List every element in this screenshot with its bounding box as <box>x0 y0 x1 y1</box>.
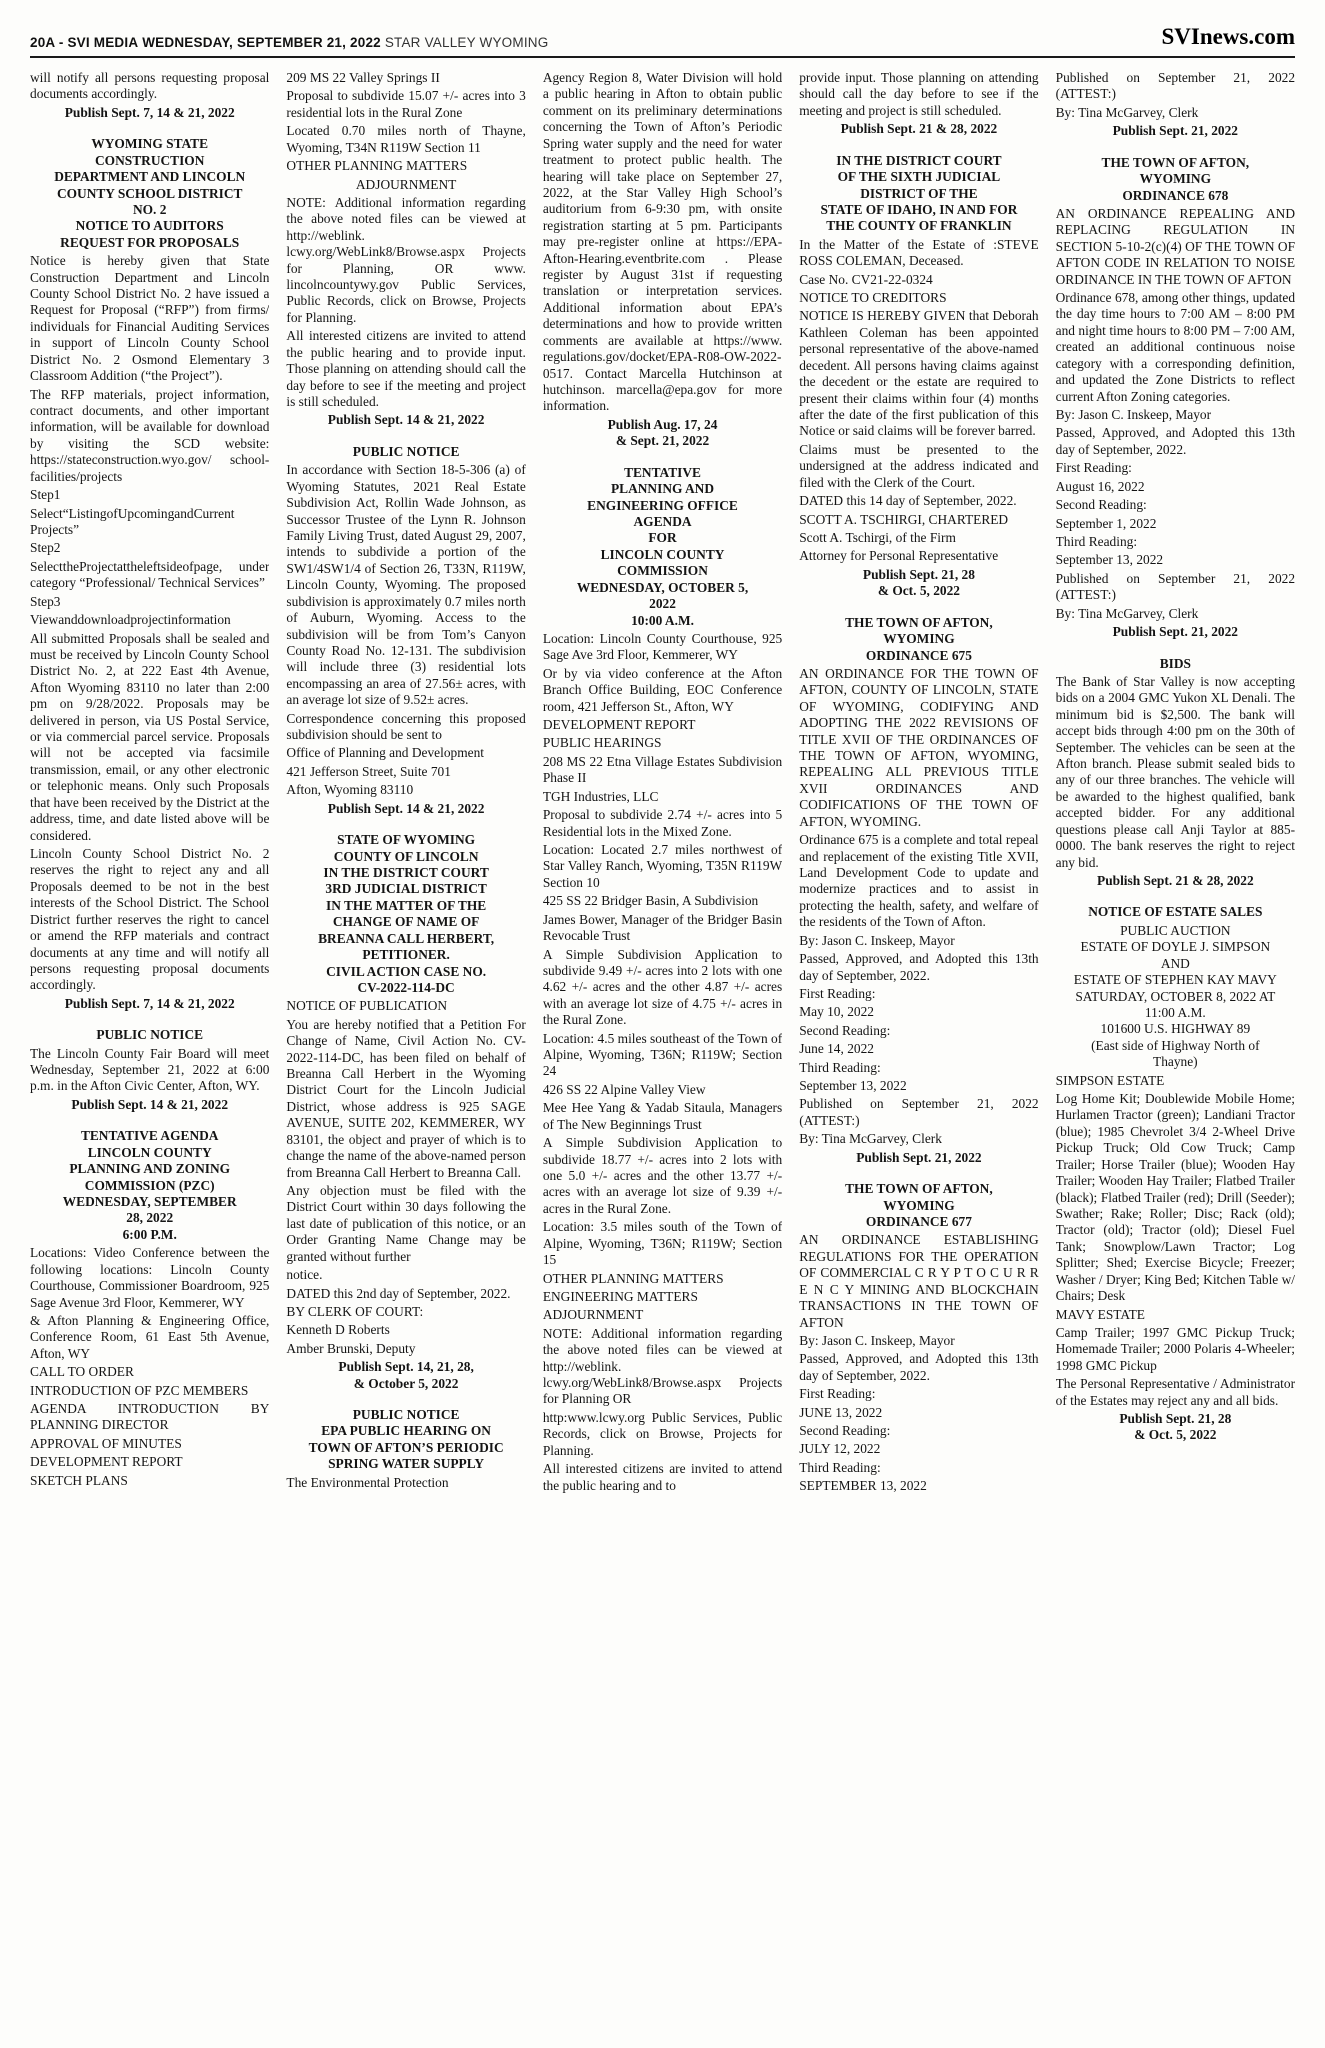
notice-paragraph: In the Matter of the Estate of :STEVE ROSS COLEMAN, Deceased. <box>799 236 1039 269</box>
notice-paragraph: Agency Region 8, Water Division will hold a public hearing in Afton to obtain public comment on its preliminary determinations concerning the Town of Afton’s Periodic Spring water supply and the need for water treatment to protect public health. The hearing will take place on September 27, 2022, at the Star Valley High School’s auditorium from 6-9:30 pm, with onsite registration starting at 5 pm. Participants may pre-register online at https://EPA-Afton-Hearing.eventbrite.com . Please register by August 31st if requesting translation or interpretation services. Additional information about EPA’s determinations and how to provide written comments are available at https://www. regulations.gov/docket/EPA-R08-OW-2022-0517. Contact Marcella Hutchinson at hutchinson. marcella@epa.gov for more information. <box>542 70 783 414</box>
notice-paragraph: Ordinance 678, among other things, updated the day time hours to 7:00 AM – 8:00 PM and night time hours to 8:00 PM – 7:00 AM, created an additional continuous noise category with a corresponding definition, and updated the Zone Districts to reflect current Afton Zoning categories. <box>1055 290 1296 404</box>
notice-paragraph: In accordance with Section 18-5-306 (a) of Wyoming Statutes, 2021 Real Estate Subdivision Act, Rollin Wade Johnson, as Successor Trustee of the Lynn R. Johnson Family Living Trust, dated August 29, 2007, intends to subdivide a portion of the SW1/4SW1/4 of Section 26, T33N, R119W, Lincoln County, Wyoming. The proposed subdivision is approximately 0.7 miles north of Auburn, Wyoming. Access to the subdivision will be from Tom’s Canyon County Road No. 12-131. The subdivision will include three (3) residential lots encompassing an area of 27.56± acres, with an average lot size of 9.52± acres. <box>286 462 526 708</box>
notice-paragraph: First Reading: <box>799 1386 876 1402</box>
notice-paragraph: Second Reading: <box>799 1423 891 1439</box>
notice-paragraph: APPROVAL OF MINUTES <box>30 1435 182 1451</box>
notice-paragraph: First Reading: <box>1055 460 1132 476</box>
notice-paragraph: Lincoln County School District No. 2 reserves the right to reject any and all Proposals deemed to be not in the best interests of the School District. The School District further reserves the right to cancel or amend the RFP materials and contract documents at any time and will notify all persons requesting proposal documents accordingly. <box>30 845 270 993</box>
notice-paragraph: A Simple Subdivision Application to subdivide 18.77 +/- acres into 2 lots with one 5.0 +/- acres and the other 13.77 +/- acres with an average lot size of 9.39 +/- acres in the Rural Zone. <box>542 1135 783 1216</box>
publish-line: Publish Aug. 17, 24 & Sept. 21, 2022 <box>607 416 718 449</box>
notice-paragraph: 209 MS 22 Valley Springs II <box>286 70 440 85</box>
notice-paragraph: September 1, 2022 <box>1055 515 1157 531</box>
site-name: SVInews.com <box>1161 24 1295 49</box>
notice-paragraph: PUBLIC HEARINGS <box>542 735 662 751</box>
notice-paragraph: All interested citizens are invited to attend the public hearing and to provide input. Those planning on attending should call the day before to see if the meeting and project is still scheduled. <box>286 328 526 410</box>
notice-column <box>30 70 269 2010</box>
notice-paragraph: Kenneth D Roberts <box>286 1322 390 1338</box>
notice-paragraph: The Bank of Star Valley is now accepting bids on a 2004 GMC Yukon XL Denali. The minimum bid is $2,500. The bank will accept bids through 4:00 pm on the 30th of September. The vehicles can be seen at the Afton branch. Please submit sealed bids to any of our three branches. The vehicle will be awarded to the highest qualified, bank accepted bidder. For any additional questions please call Anji Taylor at 885- 0000. The bank reserves the right to reject any bid. <box>1055 673 1296 870</box>
notice-paragraph: Attorney for Personal Representative <box>799 548 999 564</box>
notice-paragraph: Third Reading: <box>799 1459 881 1475</box>
notice-paragraph: NOTE: Additional information regarding the above noted files can be viewed at http://weblink. lcwy.org/WebLink8/Browse.aspx Projects for Planning, OR www. lincolncountywy.gov Public Services, Public Records, click on Browse, Projects for Planning. <box>286 194 526 325</box>
publish-line: Publish Sept. 21, 2022 <box>1112 123 1239 139</box>
notice-paragraph: TGH Industries, LLC <box>542 788 659 804</box>
notice-heading: THE TOWN OF AFTON, WYOMING ORDINANCE 675 <box>845 614 993 663</box>
notice-heading: PUBLIC NOTICE <box>96 1027 204 1043</box>
publish-line: Publish Sept. 14 & 21, 2022 <box>327 412 485 428</box>
notice-paragraph: DEVELOPMENT REPORT <box>30 1454 183 1470</box>
notice-paragraph: Published on September 21, 2022 (ATTEST:) <box>1055 70 1296 102</box>
notice-paragraph: INTRODUCTION OF PZC MEMBERS <box>30 1382 249 1398</box>
notice-paragraph: NOTE: Additional information regarding the above noted files can be viewed at http://weblink. lcwy.org/WebLink8/Browse.aspx Projects for Planning OR <box>542 1325 783 1407</box>
publish-line: Publish Sept. 7, 14 & 21, 2022 <box>64 104 235 120</box>
notice-paragraph: OTHER PLANNING MATTERS <box>286 158 468 174</box>
page-header <box>30 24 1295 58</box>
notice-paragraph: By: Tina McGarvey, Clerk <box>1055 605 1199 621</box>
notice-paragraph: Afton, Wyoming 83110 <box>286 782 414 798</box>
notice-paragraph: Camp Trailer; 1997 GMC Pickup Truck; Homemade Trailer; 2000 Polaris 4-Wheeler; 1998 GMC Pickup <box>1055 1324 1296 1373</box>
notice-paragraph: MAVY ESTATE <box>1055 1306 1145 1322</box>
notice-heading: STATE OF WYOMING COUNTY OF LINCOLN IN THE DISTRICT COURT 3RD JUDICIAL DISTRICT IN THE MATTER OF THE CHANGE OF NAME OF BREANNA CALL HERBERT, PETITIONER. CIVIL ACTION CASE NO. CV-2022-114-DC <box>318 832 495 995</box>
notice-paragraph: Any objection must be filed with the District Court within 30 days following the last date of publication of this notice, or an Order Granting Name Change may be granted without further <box>286 1183 526 1264</box>
notice-paragraph: Passed, Approved, and Adopted this 13th day of September, 2022. <box>1055 425 1296 457</box>
region-label: STAR VALLEY WYOMING <box>384 35 549 50</box>
notice-paragraph: ADJOURNMENT <box>542 1307 644 1323</box>
notice-paragraph: NOTICE OF PUBLICATION <box>286 998 448 1014</box>
notice-heading: THE TOWN OF AFTON, WYOMING ORDINANCE 678 <box>1101 154 1250 203</box>
notice-paragraph: All interested citizens are invited to attend the public hearing and to <box>542 1461 783 1493</box>
notice-paragraph: DATED this 14 day of September, 2022. <box>799 493 1017 509</box>
notice-paragraph: Case No. CV21-22-0324 <box>799 271 933 287</box>
notice-paragraph: By: Jason C. Inskeep, Mayor <box>1055 407 1212 423</box>
notice-paragraph: Published on September 21, 2022 (ATTEST:) <box>799 1096 1039 1128</box>
notice-paragraph: BY CLERK OF COURT: <box>286 1303 424 1319</box>
publish-line: Publish Sept. 21, 2022 <box>1112 624 1239 640</box>
notice-paragraph: Located 0.70 miles north of Thayne, Wyoming, T34N R119W Section 11 <box>286 123 526 155</box>
notice-paragraph: Amber Brunski, Deputy <box>286 1340 416 1356</box>
publish-line: Publish Sept. 21 & 28, 2022 <box>840 121 998 137</box>
notice-paragraph: Correspondence concerning this proposed subdivision should be sent to <box>286 710 526 743</box>
notice-paragraph: AN ORDINANCE ESTABLISHING REGULATIONS FOR THE OPERATION OF COMMERCIAL C R Y P T O C U R R E N C Y MINING AND BLOCKCHAIN TRANSACTIONS IN THE TOWN OF AFTON <box>799 1232 1039 1330</box>
notice-paragraph: By: Jason C. Inskeep, Mayor <box>799 1332 955 1348</box>
notice-paragraph: Notice is hereby given that State Construction Department and Lincoln County School District No. 2 have issued a Request for Proposal (“RFP”) from firms/ individuals for Financial Auditing Services in support of Lincoln County School District No. 2 Osmond Elementary 3 Classroom Addition (“the Project”). <box>30 253 270 384</box>
notice-heading: TENTATIVE AGENDA LINCOLN COUNTY PLANNING AND ZONING COMMISSION (PZC) WEDNESDAY, SEPTEMBER 28, 2022 6:00 P.M. <box>62 1128 237 1242</box>
notice-heading: THE TOWN OF AFTON, WYOMING ORDINANCE 677 <box>845 1181 993 1229</box>
notice-paragraph: Location: Lincoln County Courthouse, 925 Sage Ave 3rd Floor, Kemmerer, WY <box>542 630 783 663</box>
notice-paragraph: 425 SS 22 Bridger Basin, A Subdivision <box>542 893 759 909</box>
notice-paragraph: The Environmental Protection <box>286 1474 449 1490</box>
notice-paragraph: By: Tina McGarvey, Clerk <box>1055 104 1199 120</box>
notice-paragraph: NOTICE TO CREDITORS <box>799 290 947 306</box>
notice-paragraph: Passed, Approved, and Adopted this 13th day of September, 2022. <box>799 951 1039 983</box>
notice-paragraph: James Bower, Manager of the Bridger Basin Revocable Trust <box>542 911 783 944</box>
publish-line: Publish Sept. 21, 28 & Oct. 5, 2022 <box>862 566 975 599</box>
notice-paragraph: Viewanddownloadprojectinformation <box>30 612 231 628</box>
notice-paragraph: September 13, 2022 <box>799 1078 907 1094</box>
notice-paragraph: JUNE 13, 2022 <box>799 1404 883 1420</box>
notice-heading: IN THE DISTRICT COURT OF THE SIXTH JUDICIAL DISTRICT OF THE STATE OF IDAHO, IN AND FOR THE COUNTY OF FRANKLIN <box>820 152 1018 234</box>
page-header-left <box>30 35 548 50</box>
notice-paragraph: 426 SS 22 Alpine Valley View <box>542 1081 706 1097</box>
notice-paragraph: Proposal to subdivide 2.74 +/- acres into 5 Residential lots in the Mixed Zone. <box>542 807 783 839</box>
notice-paragraph: August 16, 2022 <box>1055 478 1145 494</box>
notice-paragraph: Step3 <box>30 593 61 609</box>
notice-paragraph: http:www.lcwy.org Public Services, Public Records, click on Browse, Projects for Planning. <box>542 1409 783 1458</box>
notice-paragraph: June 14, 2022 <box>799 1041 874 1057</box>
notice-paragraph: By: Tina McGarvey, Clerk <box>799 1131 942 1147</box>
notice-paragraph: DATED this 2nd day of September, 2022. <box>286 1285 511 1301</box>
publish-line: Publish Sept. 21, 2022 <box>856 1149 982 1165</box>
notice-paragraph: SIMPSON ESTATE <box>1055 1072 1165 1088</box>
notice-paragraph: & Afton Planning & Engineering Office, Conference Room, 61 East 5th Avenue, Afton, WY <box>30 1312 270 1361</box>
notice-paragraph: Second Reading: <box>799 1022 891 1038</box>
notice-paragraph: SCOTT A. TSCHIRGI, CHARTERED <box>799 511 1009 527</box>
notice-paragraph: Proposal to subdivide 15.07 +/- acres into 3 residential lots in the Rural Zone <box>286 88 526 120</box>
notice-column <box>1056 70 1295 2010</box>
notice-heading: PUBLIC NOTICE <box>352 443 460 459</box>
notice-paragraph: Locations: Video Conference between the following locations: Lincoln County Courthouse, Commissioner Boardroom, 925 Sage Avenue 3rd Floor, Kemmerer, WY <box>30 1245 270 1310</box>
notice-paragraph: AN ORDINANCE REPEALING AND REPLACING REGULATION IN SECTION 5-10-2(c)(4) OF THE TOWN OF AFTON CODE IN RELATION TO NOISE ORDINANCE IN THE TOWN OF AFTON <box>1055 205 1296 287</box>
notice-paragraph: Claims must be presented to the undersigned at the address indicated and filed with the Clerk of the Court. <box>799 441 1039 490</box>
notice-column <box>286 70 525 2010</box>
notice-paragraph: AN ORDINANCE FOR THE TOWN OF AFTON, COUNTY OF LINCOLN, STATE OF WYOMING, CODIFYING AND ADOPTING THE 2022 REVISIONS OF TITLE XVII OF THE ORDINANCES OF THE TOWN OF AFTON, WYOMING, REPEALING ALL PREVIOUS TITLE XVII ORDINANCES AND CODIFICATIONS OF THE TOWN OF AFTON, WYOMING. <box>799 665 1039 829</box>
notice-paragraph: September 13, 2022 <box>1055 552 1164 568</box>
notice-heading: TENTATIVE PLANNING AND ENGINEERING OFFICE AGENDA FOR LINCOLN COUNTY COMMISSION WEDNESDAY, OCTOBER 5, 2022 10:00 A.M. <box>576 464 749 628</box>
notice-centered-text: PUBLIC AUCTION ESTATE OF DOYLE J. SIMPSON AND ESTATE OF STEPHEN KAY MAVY SATURDAY, OCTOBER 8, 2022 AT 11:00 A.M. 101600 U.S. HIGHWAY 89 (East side of Highway North of Thayne) <box>1073 922 1277 1070</box>
notice-paragraph: notice. <box>286 1267 323 1283</box>
notice-paragraph: May 10, 2022 <box>799 1004 874 1020</box>
notice-paragraph: CALL TO ORDER <box>30 1364 134 1380</box>
notice-paragraph: 208 MS 22 Etna Village Estates Subdivision Phase II <box>542 753 783 786</box>
notice-paragraph: Step2 <box>30 540 61 556</box>
notice-paragraph: OTHER PLANNING MATTERS <box>542 1270 724 1286</box>
notice-paragraph: 421 Jefferson Street, Suite 701 <box>286 763 451 779</box>
notice-paragraph: A Simple Subdivision Application to subdivide 9.49 +/- acres into 2 lots with one 4.62 +/- acres and the other 4.87 +/- acres with an average lot size of 4.75 +/- acres in the Rural Zone. <box>542 946 783 1028</box>
page-number-label: 20A - SVI MEDIA <box>30 35 139 50</box>
notice-paragraph: will notify all persons requesting proposal documents accordingly. <box>30 70 270 102</box>
notice-paragraph: NOTICE IS HEREBY GIVEN that Deborah Kathleen Coleman has been appointed personal representative of the above-named decedent. All persons having claims against the decedent or the estate are required to present their claims within four (4) months after the date of the first publication of this Notice or said claims will be forever barred. <box>799 308 1039 439</box>
notice-paragraph: Ordinance 675 is a complete and total repeal and replacement of the existing Title XVII, Land Development Code to update and modernize practices and to assist in protecting the health, safety, and welfare of the residents of the Town of Afton. <box>799 832 1039 930</box>
notice-columns <box>30 70 1295 2010</box>
notice-paragraph: Scott A. Tschirgi, of the Firm <box>799 529 956 545</box>
publish-line: Publish Sept. 21, 28 & Oct. 5, 2022 <box>1119 1411 1232 1443</box>
notice-paragraph: Third Reading: <box>799 1059 881 1075</box>
notice-paragraph: The RFP materials, project information, contract documents, and other important information, will be available for download by visiting the SCD website: https://stateconstruction.wyo.gov/ school-facilities/projects <box>30 386 270 484</box>
notice-paragraph: Log Home Kit; Doublewide Mobile Home; Hurlamen Tractor (green); Landiani Tractor (blue); 1985 Chevrolet 3/4 2-Wheel Drive Pickup Truck; Old Cow Truck; Camp Trailer; Horse Trailer (blue); Wooden Hay Trailer; Wooden Hay Trailer; Flatbed Trailer (black); Flatbed Trailer (red); Drill (Seeder); Swather; Rake; Roller; Disc; Rack (old); Tractor (old); Tractor (old); Diesel Fuel Tank; Snowplow/Lawn Tractor; Log Splitter; Shed; Exercise Bicycle; Freezer; Washer / Dryer; King Bed; Kitchen Table w/ Chairs; Desk <box>1055 1091 1296 1304</box>
notice-paragraph: provide input. Those planning on attending should call the day before to see if the meeting and project is still scheduled. <box>799 70 1039 118</box>
notice-paragraph: Select“ListingofUpcomingandCurrent Projects” <box>30 505 235 537</box>
notice-paragraph: DEVELOPMENT REPORT <box>542 717 696 733</box>
notice-paragraph: Passed, Approved, and Adopted this 13th day of September, 2022. <box>799 1351 1039 1383</box>
notice-paragraph: Published on September 21, 2022 (ATTEST:) <box>1055 570 1296 603</box>
notice-paragraph: Location: Located 2.7 miles northwest of Star Valley Ranch, Wyoming, T35N R119W Section 10 <box>542 841 783 890</box>
notice-heading: PUBLIC NOTICE EPA PUBLIC HEARING ON TOWN OF AFTON’S PERIODIC SPRING WATER SUPPLY <box>308 1407 504 1472</box>
notice-paragraph: Location: 4.5 miles southeast of the Town of Alpine, Wyoming, T36N; R119W; Section 24 <box>542 1030 783 1079</box>
publish-line: Publish Sept. 21 & 28, 2022 <box>1097 872 1254 888</box>
notice-paragraph: Or by via video conference at the Afton Branch Office Building, EOC Conference room, 421 Jefferson St., Afton, WY <box>542 665 783 714</box>
notice-paragraph: You are hereby notified that a Petition For Change of Name, Civil Action No. CV-2022-114-DC, has been filed on behalf of Breanna Call Herbert in the Wyoming District Court for the Lincoln Judicial District, whose address is 925 SAGE AVENUE, SUITE 202, KEMMERER, WY 83101, the object and prayer of which is to change the name of the above-named person from Breanna Call Herbert to Breanna Call. <box>286 1016 526 1180</box>
publish-line: Publish Sept. 14, 21, 28, & October 5, 2022 <box>338 1359 474 1391</box>
publish-line: Publish Sept. 7, 14 & 21, 2022 <box>64 995 235 1011</box>
notice-paragraph: The Personal Representative / Administrator of the Estates may reject any and all bids. <box>1055 1376 1296 1408</box>
notice-paragraph: SKETCH PLANS <box>30 1472 128 1488</box>
notice-paragraph: Step1 <box>30 487 61 503</box>
publish-line: Publish Sept. 14 & 21, 2022 <box>71 1096 229 1112</box>
notice-paragraph: First Reading: <box>799 985 876 1001</box>
notice-paragraph: JULY 12, 2022 <box>799 1441 881 1457</box>
notice-paragraph: The Lincoln County Fair Board will meet Wednesday, September 21, 2022 at 6:00 p.m. in the Afton Civic Center, Afton, WY. <box>30 1045 270 1094</box>
issue-date: WEDNESDAY, SEPTEMBER 21, 2022 <box>142 35 381 50</box>
notice-paragraph: Location: 3.5 miles south of the Town of Alpine, Wyoming, T36N; R119W; Section 15 <box>542 1219 783 1268</box>
notice-centered-text: ADJOURNMENT <box>355 176 457 192</box>
notice-heading: WYOMING STATE CONSTRUCTION DEPARTMENT AND LINCOLN COUNTY SCHOOL DISTRICT NO. 2 NOTICE TO AUDITORS REQUEST FOR PROPOSALS <box>54 136 246 250</box>
notice-paragraph: Third Reading: <box>1055 533 1138 549</box>
notice-column <box>543 70 782 2010</box>
notice-paragraph: Office of Planning and Development <box>286 745 484 761</box>
notice-paragraph: AGENDA INTRODUCTION BY PLANNING DIRECTOR <box>30 1401 270 1433</box>
notice-column <box>799 70 1038 2010</box>
notice-paragraph: By: Jason C. Inskeep, Mayor <box>799 932 955 948</box>
notice-heading: NOTICE OF ESTATE SALES <box>1088 904 1263 920</box>
notice-paragraph: Second Reading: <box>1055 497 1147 513</box>
notice-paragraph: Mee Hee Yang & Yadab Sitaula, Managers of The New Beginnings Trust <box>542 1100 783 1132</box>
notice-paragraph: ENGINEERING MATTERS <box>542 1288 698 1304</box>
notice-paragraph: SelecttheProjectattheleftsideofpage, under category “Professional/ Technical Services” <box>30 558 270 591</box>
notice-paragraph: SEPTEMBER 13, 2022 <box>799 1478 927 1494</box>
notice-paragraph: All submitted Proposals shall be sealed and must be received by Lincoln County School District No. 2, at 222 East 4th Avenue, Afton Wyoming 83110 no later than 2:00 pm on 9/28/2022. Proposals may be delivered in person, via US Postal Service, or via commercial parcel service. Proposals will not be accepted via facsimile transmission, email, or any other electronic or telephonic means. Only such Proposals that have been received by the District at the address, time, and date listed above will be considered. <box>30 630 270 843</box>
publish-line: Publish Sept. 14 & 21, 2022 <box>327 800 485 816</box>
notice-heading: BIDS <box>1159 655 1191 671</box>
